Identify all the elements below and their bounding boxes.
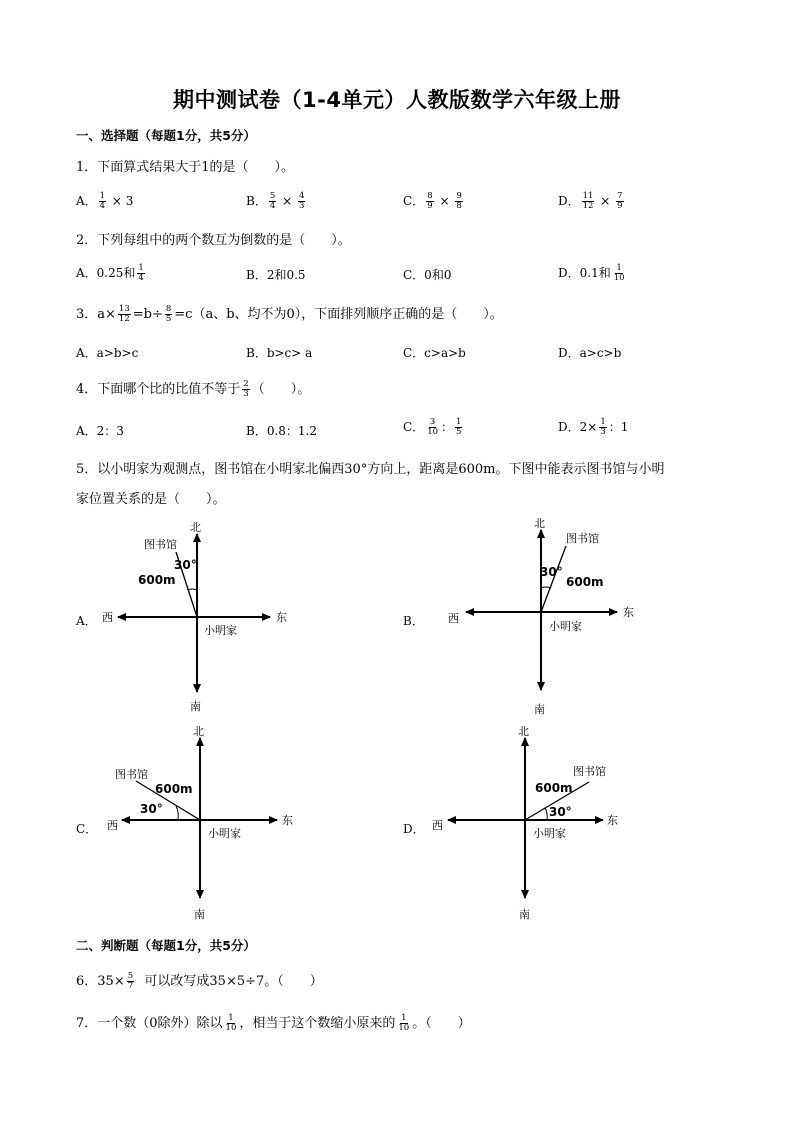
q3-option-a: A．a>b>c — [76, 346, 139, 360]
q3-option-d: D．a>c>b — [558, 346, 622, 360]
east-label: 东 — [276, 611, 287, 624]
fraction: $\frac{1}{4}$ — [99, 191, 106, 211]
question-7-stem: 7．一个数（0除外）除以 $\frac{1}{10}$ ，相当于这个数缩小原来的 $\frac{1}{10}$ 。（ ） — [76, 1013, 471, 1033]
diagram-b — [448, 517, 634, 716]
east-label: 东 — [282, 814, 293, 827]
q4-option-d: D．2× $\frac{1}{3}$ ：1 — [558, 417, 629, 437]
west-label: 西 — [107, 819, 118, 832]
fraction: $\frac{2}{3}$ — [243, 379, 249, 399]
home-label: 小明家 — [208, 827, 241, 840]
diagram-a — [102, 521, 287, 713]
fraction: $\frac{1}{10}$ — [398, 1013, 410, 1033]
question-2-stem: 2．下列每组中的两个数互为倒数的是（ ）。 — [76, 233, 351, 248]
section-choice-heading: 一、选择题（每题1分，共5分） — [76, 128, 256, 143]
fraction: $\frac{1}{5}$ — [456, 417, 462, 437]
q3-option-c: C．c>a>b — [403, 346, 466, 360]
east-label: 东 — [607, 814, 618, 827]
library-label: 图书馆 — [566, 532, 599, 545]
fraction: $\frac{3}{10}$ — [427, 417, 439, 437]
page-title: 期中测试卷（1-4单元）人教版数学六年级上册 — [173, 88, 621, 112]
fraction: $\frac{9}{8}$ — [456, 191, 462, 211]
q1-option-c: C． $\frac{8}{9}$ × $\frac{9}{8}$ — [403, 191, 462, 211]
section-judgement-heading: 二、判断题（每题1分，共5分） — [76, 938, 256, 953]
fraction: $\frac{4}{3}$ — [298, 191, 305, 211]
fraction: $\frac{11}{12}$ — [582, 191, 594, 211]
q5-option-c-label: C． — [76, 822, 98, 836]
question-6-stem: 6．35× $\frac{5}{7}$ 可以改写成35×5÷7。（ ） — [76, 971, 323, 991]
q4-option-a: A．2：3 — [76, 424, 124, 438]
south-label: 南 — [194, 908, 205, 921]
angle-arc — [188, 589, 197, 590]
south-label: 南 — [519, 908, 530, 921]
fraction: $\frac{1}{10}$ — [225, 1013, 237, 1033]
q1-option-b: B． $\frac{5}{4}$ × $\frac{4}{3}$ — [246, 191, 305, 211]
library-direction-line — [541, 546, 566, 612]
angle-label: 30° — [540, 565, 563, 579]
fraction: $\frac{7}{9}$ — [617, 191, 623, 211]
angle-arc — [545, 808, 547, 820]
question-3-stem: 3．a× $\frac{13}{12}$ =b÷ $\frac{8}{5}$ =c（a、b、均不为0），下面排列顺序正确的是（ ）。 — [76, 304, 503, 324]
distance-label: 600m — [535, 781, 573, 795]
angle-label: 30° — [549, 805, 572, 819]
south-label: 南 — [190, 700, 201, 713]
q5-option-b-label: B． — [403, 614, 424, 628]
angle-arc — [541, 587, 551, 588]
fraction: $\frac{1}{10}$ — [613, 263, 625, 283]
fraction: $\frac{13}{12}$ — [118, 304, 130, 324]
q3-option-b: B．b>c> a — [246, 346, 313, 360]
library-label: 图书馆 — [115, 768, 148, 781]
fraction: $\frac{5}{4}$ — [269, 191, 276, 211]
north-label: 北 — [534, 517, 545, 530]
diagram-d — [432, 725, 618, 921]
fraction: $\frac{8}{9}$ — [427, 191, 433, 211]
q5-option-d-label: D． — [403, 822, 425, 836]
west-label: 西 — [448, 612, 459, 625]
question-4-stem: 4．下面哪个比的比值不等于 $\frac{2}{3}$ （ ）。 — [76, 379, 311, 399]
library-label: 图书馆 — [573, 765, 606, 778]
home-label: 小明家 — [533, 827, 566, 840]
east-label: 东 — [623, 606, 634, 619]
north-label: 北 — [190, 521, 201, 534]
q1-option-d: D． $\frac{11}{12}$ × $\frac{7}{9}$ — [558, 191, 623, 211]
fraction: $\frac{1}{3}$ — [600, 417, 606, 437]
library-label: 图书馆 — [144, 538, 177, 551]
angle-arc — [176, 806, 178, 820]
fraction: $\frac{1}{4}$ — [138, 263, 144, 283]
question-5-line2: 家位置关系的是（ ）。 — [76, 492, 226, 507]
west-label: 西 — [432, 819, 443, 832]
question-5-line1: 5．以小明家为观测点，图书馆在小明家北偏西30°方向上，距离是600m。下图中能表示图书馆与小明 — [76, 462, 665, 477]
q4-option-b: B．0.8：1.2 — [246, 424, 317, 438]
south-label: 南 — [534, 703, 545, 716]
q1-option-a: A． $\frac{1}{4}$ × 3 — [76, 191, 134, 211]
angle-label: 30° — [174, 558, 197, 572]
q5-option-a-label: A． — [76, 614, 97, 628]
angle-label: 30° — [140, 802, 163, 816]
q2-option-c: C．0和0 — [403, 268, 452, 282]
home-label: 小明家 — [549, 620, 582, 633]
diagram-c — [107, 725, 293, 921]
home-label: 小明家 — [204, 624, 237, 637]
north-label: 北 — [193, 725, 204, 738]
fraction: $\frac{8}{5}$ — [165, 304, 172, 324]
q4-option-c: C． $\frac{3}{10}$ ： $\frac{1}{5}$ — [403, 417, 462, 437]
distance-label: 600m — [566, 575, 604, 589]
q2-option-d: D．0.1和 $\frac{1}{10}$ — [558, 263, 625, 283]
north-label: 北 — [518, 725, 529, 738]
fraction: $\frac{5}{7}$ — [127, 971, 134, 991]
q2-option-a: A．0.25和 $\frac{1}{4}$ — [76, 263, 144, 283]
question-1-stem: 1．下面算式结果大于1的是（ ）。 — [76, 160, 295, 175]
q2-option-b: B．2和0.5 — [246, 268, 306, 282]
west-label: 西 — [102, 611, 113, 624]
distance-label: 600m — [138, 573, 176, 587]
distance-label: 600m — [155, 782, 193, 796]
